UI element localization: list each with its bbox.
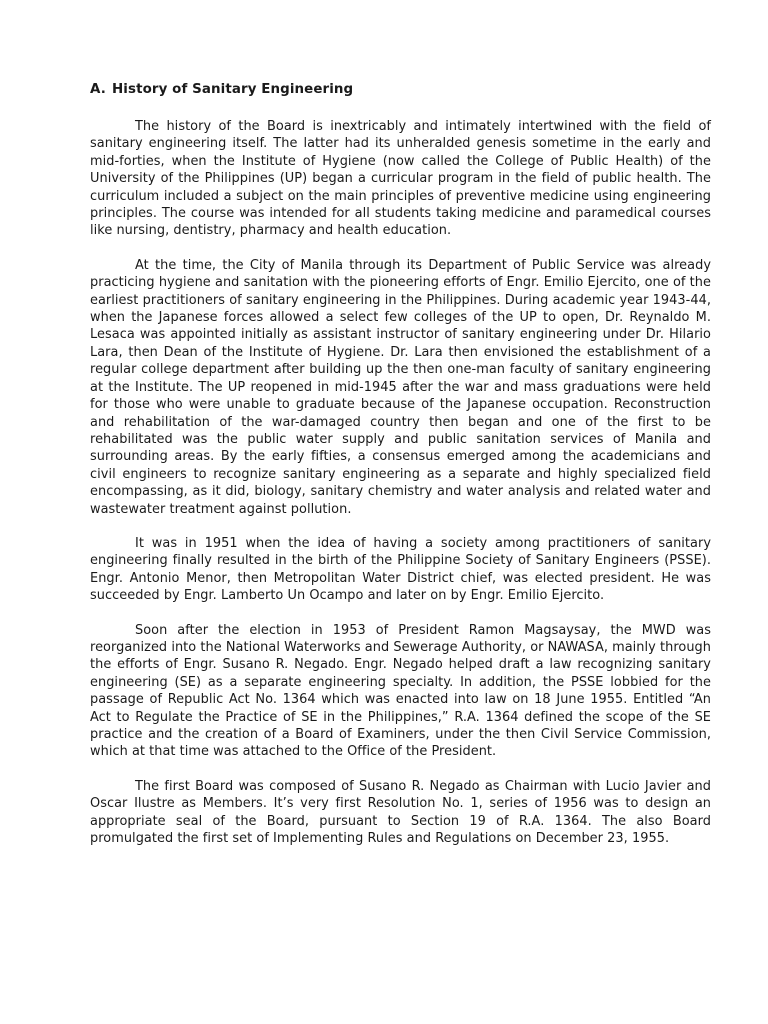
paragraph-3: It was in 1951 when the idea of having a society among practitioners of sanitary engineering finally resulted in the birth of the Philippine Society of Sanitary Engineers (PSSE). Engr. Antonio Menor, then Metropolitan Water District chief, was elected president. He was succeeded by Engr. Lamberto Un Ocampo and later on by Engr. Emilio Ejercito. [90, 535, 711, 604]
paragraph-4: Soon after the election in 1953 of President Ramon Magsaysay, the MWD was reorganized into the National Waterworks and Sewerage Authority, or NAWASA, mainly through the efforts of Engr. Susano R. Negado. Engr. Negado helped draft a law recognizing sanitary engineering (SE) as a separate engineering specialty. In addition, the PSSE lobbied for the passage of Republic Act No. 1364 which was enacted into law on 18 June 1955. Entitled “An Act to Regulate the Practice of SE in the Philippines,” R.A. 1364 defined the scope of the SE practice and the creation of a Board of Examiners, under the then Civil Service Commission, which at that time was attached to the Office of the President. [90, 622, 711, 760]
paragraph-1: The history of the Board is inextricably and intimately intertwined with the field of sanitary engineering itself. The latter had its unheralded genesis sometime in the early and mid-forties, when the Institute of Hygiene (now called the College of Public Health) of the University of the Philippines (UP) began a curricular program in the field of public health. The curriculum included a subject on the main principles of preventive medicine using engineering principles. The course was intended for all students taking medicine and paramedical courses like nursing, dentistry, pharmacy and health education. [90, 119, 711, 239]
document-page [90, 80, 711, 864]
section-title: History of Sanitary Engineering [112, 82, 354, 97]
paragraph-2: At the time, the City of Manila through its Department of Public Service was already practicing hygiene and sanitation with the pioneering efforts of Engr. Emilio Ejercito, one of the earliest practitioners of sanitary engineering in the Philippines. During academic year 1943-44, when the Japanese forces allowed a select few colleges of the UP to open, Dr. Reynaldo M. Lesaca was appointed initially as assistant instructor of sanitary engineering under Dr. Hilario Lara, then Dean of the Institute of Hygiene. Dr. Lara then envisioned the establishment of a regular college department after building up the then one-man faculty of sanitary engineering at the Institute. The UP reopened in mid-1945 after the war and mass graduations were held for those who were unable to graduate because of the Japanese occupation. Reconstruction and rehabilitation of the war-damaged country then began and one of the first to be rehabilitated was the public water supply and public sanitation services of Manila and surrounding areas. By the early fifties, a consensus emerged among the academicians and civil engineers to recognize sanitary engineering as a separate and highly specialized field encompassing, as it did, biology, sanitary chemistry and water analysis and related water and wastewater treatment against pollution. [90, 257, 711, 517]
paragraph-5: The first Board was composed of Susano R. Negado as Chairman with Lucio Javier and Oscar Ilustre as Members. It’s very first Resolution No. 1, series of 1956 was to design an appropriate seal of the Board, pursuant to Section 19 of R.A. 1364. The also Board promulgated the first set of Implementing Rules and Regulations on December 23, 1955. [90, 778, 711, 847]
section-heading [90, 80, 711, 100]
section-marker: A. [90, 82, 106, 97]
